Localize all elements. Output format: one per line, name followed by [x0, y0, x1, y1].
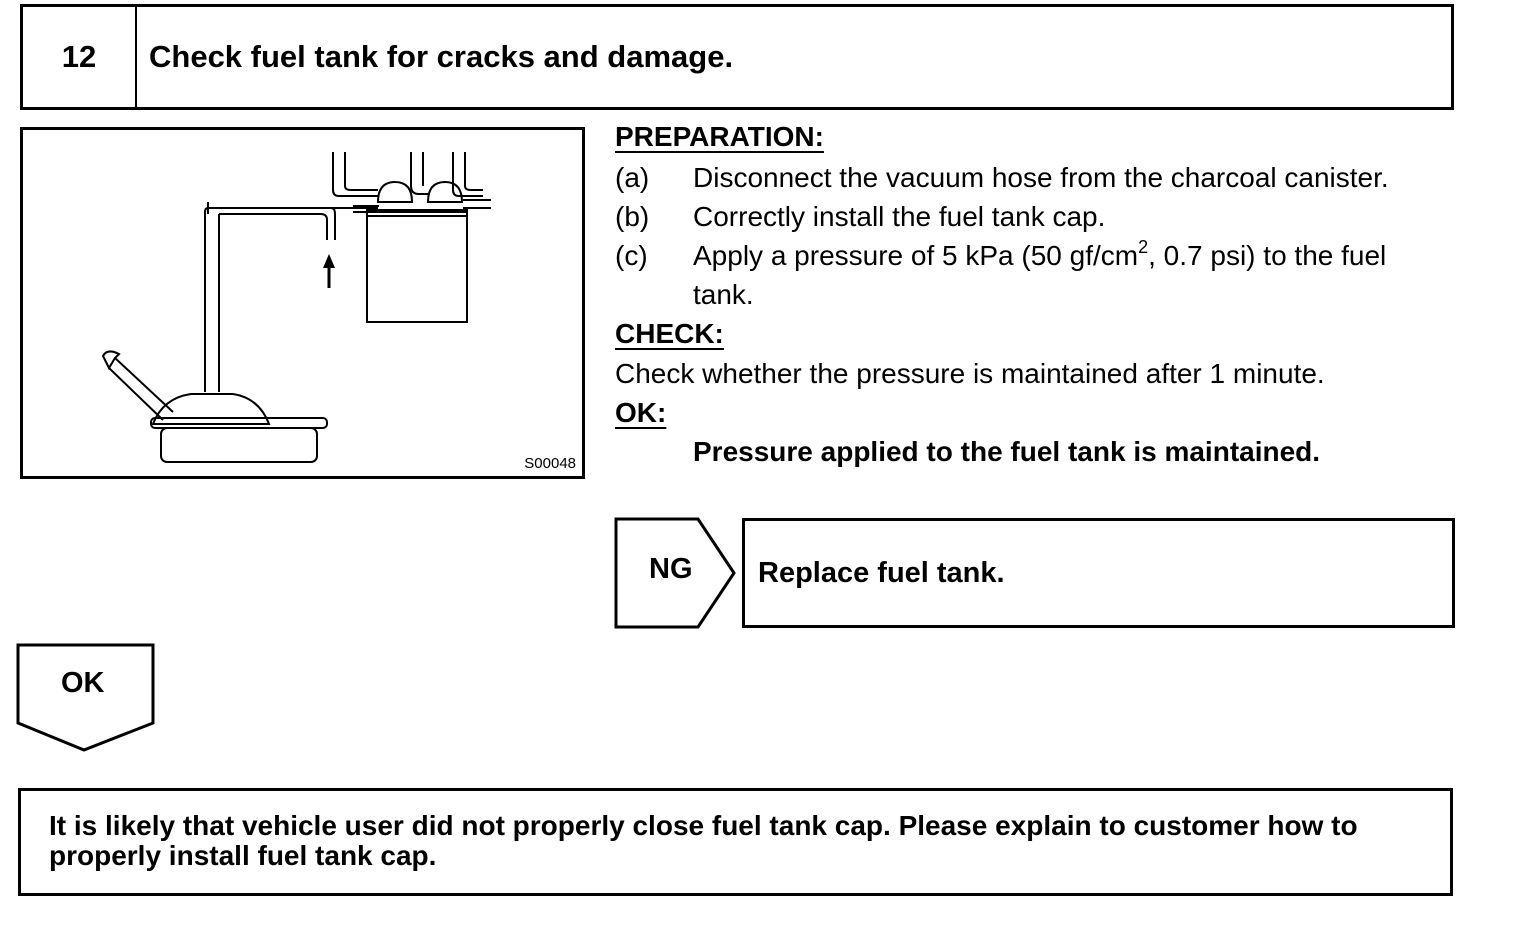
- step-title: Check fuel tank for cracks and damage.: [149, 39, 734, 74]
- fuel-tank: [161, 428, 317, 462]
- result-text: It is likely that vehicle user did not properly close fuel tank cap. Please explain to customer how to properly install fuel tank cap.: [49, 810, 1358, 871]
- ok-label: OK: [61, 667, 105, 699]
- canister-port-right: [428, 182, 462, 202]
- step-header: [20, 4, 1454, 110]
- prep-item-c-text-line2: tank.: [693, 279, 754, 310]
- check-heading: CHECK:: [615, 318, 724, 349]
- pressure-arrow: [323, 254, 335, 288]
- ng-action-box: [742, 518, 1455, 628]
- prep-item-b-text: Correctly install the fuel tank cap.: [693, 201, 1106, 232]
- ok-criteria-heading: OK:: [615, 397, 667, 428]
- prep-item-c-text-after: , 0.7 psi) to the fuel: [1148, 240, 1387, 271]
- preparation-heading: PREPARATION:: [615, 121, 824, 152]
- ng-label: NG: [649, 553, 693, 585]
- result-box: [18, 788, 1453, 896]
- check-text: Check whether the pressure is maintained after 1 minute.: [615, 358, 1325, 389]
- ok-criteria-text: Pressure applied to the fuel tank is maintained.: [693, 436, 1321, 467]
- filler-neck: [115, 358, 173, 412]
- charcoal-canister: [367, 212, 467, 322]
- prep-item-c-text: [693, 237, 1387, 272]
- figure-code: S00048: [524, 455, 576, 472]
- prep-item-c-label: (c): [615, 240, 648, 271]
- prep-item-a-text: Disconnect the vacuum hose from the charcoal canister.: [693, 162, 1389, 193]
- fuel-system-illustration: [20, 127, 585, 479]
- vacuum-hose-open-end: [219, 214, 327, 240]
- canister-port-left: [378, 182, 412, 202]
- prep-item-b-label: (b): [615, 201, 650, 232]
- ng-action-text: Replace fuel tank.: [758, 556, 1005, 589]
- prep-item-c-superscript: 2: [1138, 237, 1149, 257]
- prep-item-c-text-before: Apply a pressure of 5 kPa (50 gf/cm: [693, 240, 1139, 271]
- prep-item-a-label: (a): [615, 162, 650, 193]
- step-number: 12: [23, 7, 137, 107]
- fuel-tank-diagram: [23, 130, 582, 476]
